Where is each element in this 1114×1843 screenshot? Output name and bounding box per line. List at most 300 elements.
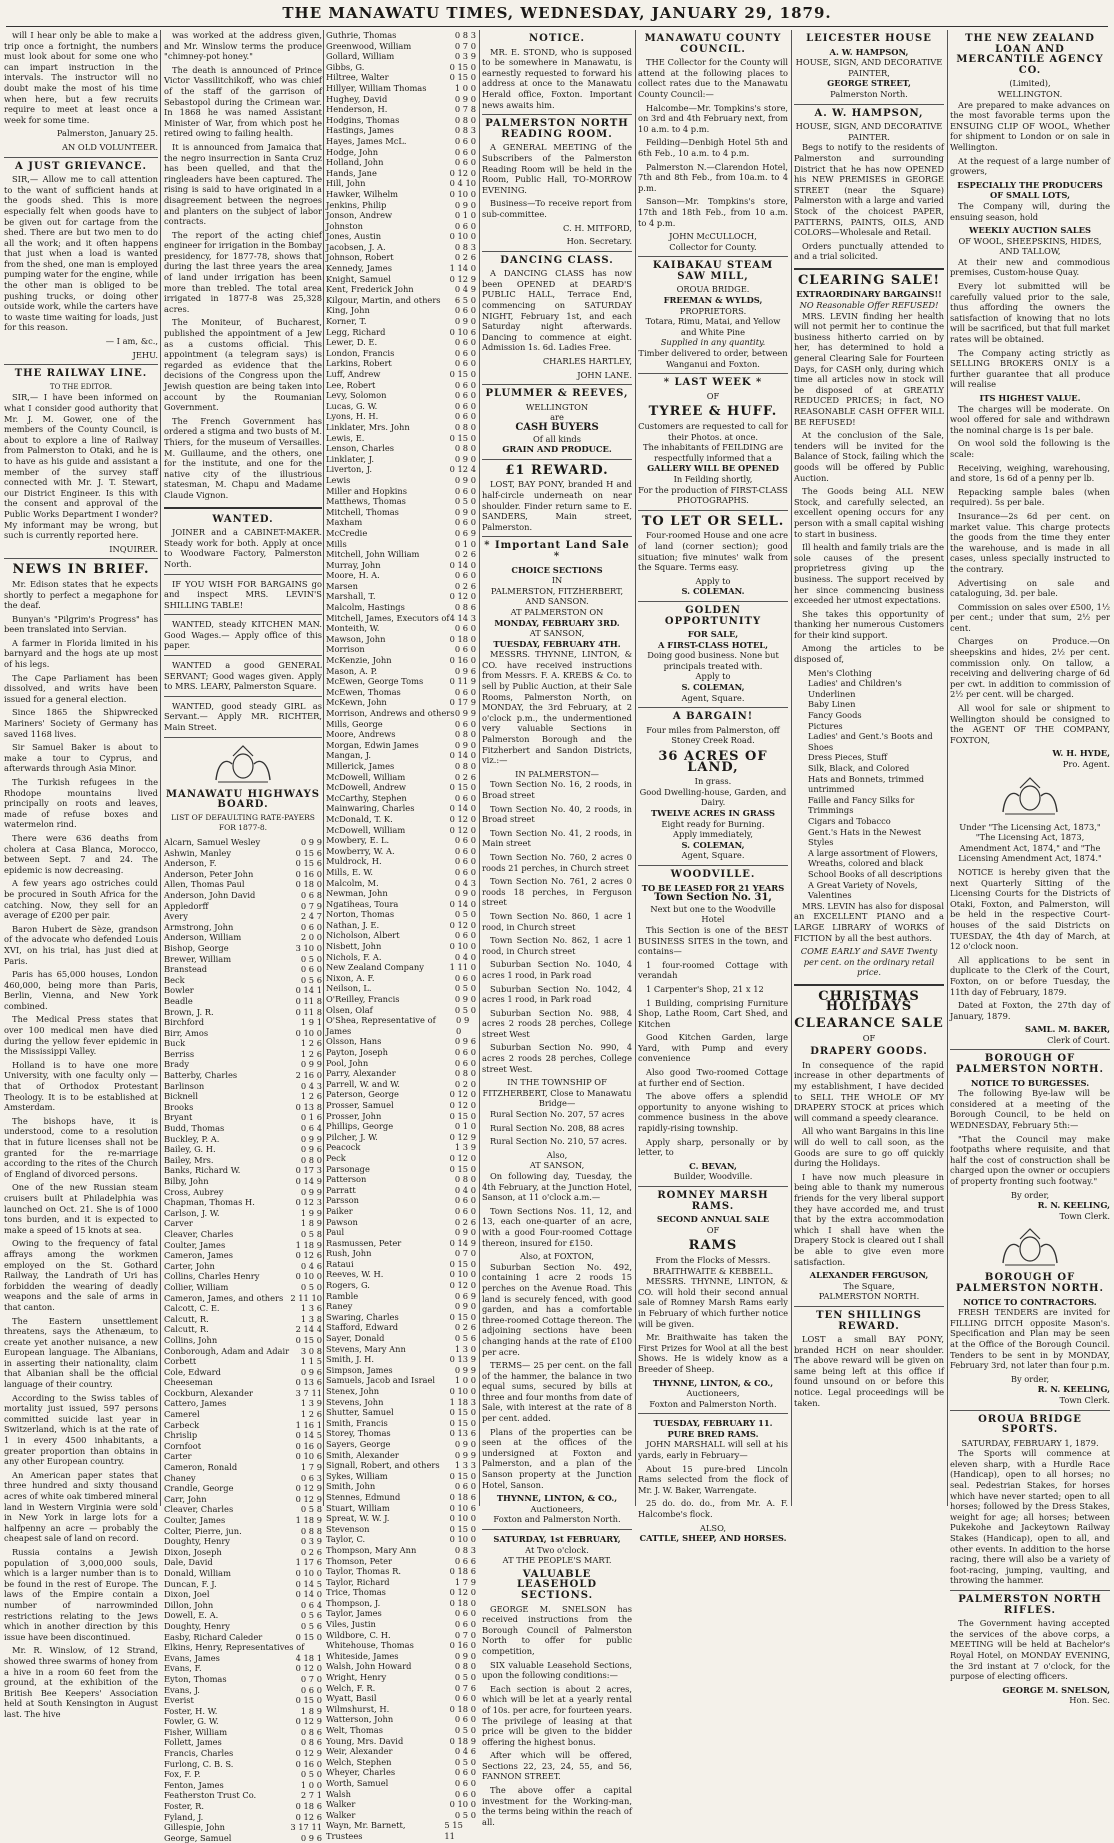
ratepayer-list bbox=[164, 837, 322, 1843]
ratepayer-row bbox=[326, 878, 476, 889]
ratepayer-row bbox=[326, 655, 476, 666]
ratepayer-amount: 0 8 0 bbox=[454, 421, 476, 432]
ratepayer-row bbox=[326, 1047, 476, 1058]
ratepayer-name: McEwen, Thomas bbox=[326, 686, 401, 697]
ratepayer-amount: 0 12 0 bbox=[449, 919, 476, 930]
ratepayer-amount: 3 10 0 bbox=[295, 942, 322, 953]
ad-line: WELLINGTON bbox=[525, 401, 589, 412]
ad-line: NO Reasonable Offer REFUSED! bbox=[799, 300, 939, 311]
ad-signature: W. H. HYDE, bbox=[1052, 748, 1110, 759]
ratepayer-amount: 0 10 0 bbox=[449, 1386, 476, 1396]
ad-line: DRAPERY GOODS. bbox=[810, 1046, 928, 1058]
ad-body: SIX valuable Leasehold Sections, upon the following conditions:— bbox=[482, 1659, 632, 1681]
news-item: According to the Swiss tables of mortality just issued, 597 persons committed suicide last year in Switzerland, which is at the rate of 1 in every 4500 inhabitants, a greater proportion than obtains in any other European country. bbox=[4, 1392, 158, 1467]
classified-ad: WANTED a good GENERAL SERVANT; Good wages given. Apply to MRS. LEARY, Palmerston Square. bbox=[164, 660, 322, 692]
ratepayer-row bbox=[164, 1250, 322, 1261]
ad-line: From the Flocks of Messrs. BRAITHWAITE & KEBBELL. bbox=[652, 1254, 774, 1276]
ratepayer-amount: 0 7 0 bbox=[454, 1248, 476, 1259]
section-item: Rural Section No. 208, 88 acres bbox=[490, 1122, 625, 1133]
ratepayer-name: McDonald, T. K. bbox=[326, 813, 393, 824]
ad-heading: TO LET OR SELL. bbox=[641, 513, 785, 529]
ratepayer-name: Millerick, James bbox=[326, 760, 395, 771]
notice-body: MR. E. STOND, who is supposed to be somewhere in Manawatu, is earnestly requested to forward his address at once to the Manawatu Herald office, Foxton. Important news awaits him. bbox=[482, 46, 632, 110]
ratepayer-amount: 0 12 9 bbox=[295, 1493, 322, 1504]
ratepayer-amount: 0 17 9 bbox=[449, 697, 476, 708]
ratepayer-row bbox=[326, 1810, 476, 1821]
ratepayer-row bbox=[164, 1674, 322, 1685]
ratepayer-name: Parrell, W. and W. bbox=[326, 1078, 400, 1089]
goods-item: Ladies' and Gent.'s Boots and Shoes bbox=[808, 731, 933, 752]
ratepayer-name: King, John bbox=[326, 305, 370, 316]
ratepayer-name: Featherston Trust Co. bbox=[164, 1790, 257, 1801]
ratepayer-name: Paiker bbox=[326, 1205, 353, 1216]
ratepayer-row bbox=[326, 867, 476, 878]
ratepayer-row bbox=[326, 433, 476, 444]
ratepayer-amount: 0 8 0 bbox=[454, 760, 476, 771]
ad-body: Insurance—2s 6d per cent. on market value. This charge protects the goods from the time they enter the warehouse, and is made in all cases, unless specially instructed to the contrary. bbox=[950, 510, 1110, 574]
ad-body: MESSRS. THYNNE, LINTON, & CO. have received instructions from Messrs. F. A. KREBS & Co. to sell by Public Auction, at their Sale Rooms, Palmerston North, on MONDAY, the 3rd February, at 2 o'clock p.m., the undermentioned very valuable Sections in Palmerston Borough and the Fitzherbert and Sandon Districts, viz.:— bbox=[482, 649, 632, 766]
ratepayer-row bbox=[326, 1217, 476, 1228]
ratepayer-name: Dixon, Joel bbox=[164, 1589, 210, 1600]
ratepayer-row bbox=[326, 1651, 476, 1662]
ratepayer-name: Jones, Austin bbox=[326, 231, 382, 242]
ratepayer-amount: 0 15 0 bbox=[449, 1417, 476, 1428]
ad-body: All applications to be sent in duplicate to the Clerk of the Court, Foxton, on or before Tuesday, the 11th day of February, 1879. bbox=[950, 954, 1110, 997]
ratepayer-name: Chrislip bbox=[164, 1430, 198, 1441]
ratepayer-name: Marshall, T. bbox=[326, 591, 376, 602]
ratepayer-row bbox=[326, 1481, 476, 1492]
section-item: Suburban Section No. 988, 4 acres 2 roods 28 perches, College street West bbox=[482, 1007, 632, 1039]
ratepayer-amount: 0 5 8 bbox=[300, 1504, 322, 1515]
ratepayer-row bbox=[164, 1685, 322, 1696]
ratepayer-name: Hiltree, Walter bbox=[326, 72, 389, 83]
ratepayer-name: Hill, John bbox=[326, 178, 366, 189]
ratepayer-row bbox=[326, 496, 476, 507]
ratepayer-amount: 0 11 9 bbox=[449, 676, 476, 687]
ratepayer-name: Wildbore, C. H. bbox=[326, 1629, 391, 1640]
goods-item: School Books of all descriptions bbox=[808, 868, 943, 879]
ratepayer-name: Whitehouse, Thomas bbox=[326, 1640, 414, 1651]
ratepayer-row bbox=[326, 369, 476, 380]
ratepayer-row bbox=[326, 1058, 476, 1069]
ad-line: Of all kinds bbox=[533, 433, 581, 444]
ratepayer-row bbox=[326, 1142, 476, 1153]
ratepayer-row bbox=[326, 464, 476, 475]
ad-body: Ill health and family trials are the sole causes of the present proprietress giving up the business. The support received by her since commencing business exceeded her utmost expectations. bbox=[794, 542, 944, 606]
ad-heading: WOODVILLE. bbox=[670, 868, 756, 880]
ratepayer-amount: 0 8 0 bbox=[454, 114, 476, 125]
ad-body: All wool for sale or shipment to Wellington should be consigned to the AGENT OF THE COMPANY, FOXTON, bbox=[950, 703, 1110, 745]
ratepayer-name: Hastings, James bbox=[326, 125, 394, 136]
ad-line: PALMERSTON, FITZHERBERT, AND SANSON. bbox=[490, 585, 624, 607]
ratepayer-amount: 0 14 0 bbox=[449, 559, 476, 570]
ratepayer-name: Jacobsen, J. A. bbox=[326, 241, 386, 252]
ratepayer-row bbox=[326, 316, 476, 327]
ratepayer-amount: 1 14 0 bbox=[449, 263, 476, 274]
ratepayer-amount: 0 13 6 bbox=[449, 1428, 476, 1439]
column-divider bbox=[635, 30, 636, 1506]
ratepayer-name: Sayers, George bbox=[326, 1438, 391, 1449]
ratepayer-name: Evans, F. bbox=[164, 1663, 202, 1674]
ad-line: Eight ready for Burning. bbox=[661, 818, 765, 829]
ratepayer-amount: 0 6 0 bbox=[454, 411, 476, 422]
ratepayer-name: McKewn, John bbox=[326, 697, 387, 708]
ratepayer-amount: 0 6 0 bbox=[454, 1777, 476, 1788]
ratepayer-row bbox=[326, 231, 476, 242]
ad-body: She takes this opportunity of thanking her numerous Customers for their kind support. bbox=[794, 608, 944, 640]
ratepayer-row bbox=[326, 1227, 476, 1238]
ratepayer-name: Alcarn, Samuel Wesley bbox=[164, 837, 261, 847]
ad-body: Under "The Licensing Act, 1873," "The Licensing Act, 1873, Amendment Act, 1874," and "The Licensing Amendment Act, 1874." bbox=[958, 821, 1102, 864]
ratepayer-name: Rataui bbox=[326, 1258, 354, 1269]
ratepayer-amount: 5 15 11 bbox=[444, 1820, 463, 1841]
ratepayer-amount: 0 8 0 bbox=[300, 1154, 322, 1165]
ratepayer-amount: 0 12 6 bbox=[295, 1811, 322, 1822]
ratepayer-row bbox=[326, 1259, 476, 1270]
ratepayer-row bbox=[326, 909, 476, 920]
ad-line: Customers are requested to call for their Photos. at once. bbox=[638, 421, 788, 442]
ratepayer-amount: 0 5 0 bbox=[454, 1809, 476, 1820]
ratepayer-amount: 2 4 7 bbox=[300, 911, 322, 922]
ratepayer-name: Olsen, Olaf bbox=[326, 1004, 373, 1015]
ratepayer-name: Batterby, Charles bbox=[164, 1070, 238, 1081]
ad-heading: OROUA BRIDGE SPORTS. bbox=[978, 1413, 1082, 1436]
ratepayer-row bbox=[326, 104, 476, 115]
ad-line: CASH BUYERS bbox=[515, 422, 599, 433]
ad-body: On wool sold the following is the scale: bbox=[950, 438, 1110, 459]
ratepayer-row bbox=[326, 221, 476, 232]
section-item: Town Section No. 41, 2 roods, in Main street bbox=[482, 827, 632, 849]
ad-body: Dated at Foxton, the 27th day of January, 1879. bbox=[950, 1000, 1110, 1021]
goods-item: Ladies' and Children's Underlinen bbox=[808, 678, 902, 699]
ad-body: MRS. LEVIN finding her health will not permit her to continue the business hitherto carried on by her, has determined to hold a general Clearing Sale for Fourteen Days, for CASH only, during which time all articles now in stock will be disposed of at GREATLY REDUCED PRICES; in fact, NO REASONABLE CASH OFFER WILL BE REFUSED! bbox=[794, 310, 944, 427]
ratepayer-amount: 1 2 6 bbox=[300, 1091, 322, 1102]
ratepayer-row bbox=[164, 1473, 322, 1484]
ratepayer-name: Kilgour, Martin, and others bbox=[326, 294, 441, 305]
ad-heading: TUESDAY, FEBRUARY 11. bbox=[653, 1418, 773, 1429]
ad-line: TWELVE ACRES IN GRASS bbox=[650, 808, 776, 818]
ad-heading: A. W. HAMPSON, bbox=[814, 107, 924, 119]
divider bbox=[638, 256, 788, 257]
ratepayer-row bbox=[164, 879, 322, 890]
ratepayer-name: Bailey, G. H. bbox=[164, 1144, 216, 1155]
ratepayer-name: Thompson, Mary Ann bbox=[326, 1544, 417, 1555]
ratepayer-amount: 0 10 0 bbox=[295, 1567, 322, 1578]
ratepayer-amount: 0 6 0 bbox=[454, 485, 476, 496]
ratepayer-name: Beadle bbox=[164, 995, 193, 1006]
ratepayer-name: Wilmshurst, H. bbox=[326, 1703, 390, 1714]
ratepayer-amount: 0 4 6 bbox=[454, 1746, 476, 1757]
ad-body: On following day, Tuesday, the 4th February, at the Junction Hotel, Sanson, at 11 o'clock a.m.— bbox=[482, 1171, 632, 1203]
ratepayer-amount: 0 5 0 bbox=[454, 1672, 476, 1683]
ratepayer-row bbox=[164, 1367, 322, 1378]
ratepayer-amount: 0 5 0 bbox=[454, 909, 476, 920]
divider bbox=[482, 384, 632, 385]
ad-signature: JOHN LANE. bbox=[577, 369, 632, 380]
ratepayer-row bbox=[326, 1174, 476, 1185]
ratepayer-name: Birr, Amos bbox=[164, 1027, 209, 1038]
notice-heading: NOTICE. bbox=[528, 33, 586, 44]
ratepayer-amount: 0 15 0 bbox=[449, 1110, 476, 1121]
ratepayer-row bbox=[326, 178, 476, 189]
ratepayer-row bbox=[164, 1324, 322, 1335]
ratepayer-row bbox=[326, 1068, 476, 1079]
ratepayer-amount: 0 1 0 bbox=[454, 210, 476, 221]
ratepayer-name: Peck bbox=[326, 1152, 346, 1163]
ratepayer-name: Lewer, D. E. bbox=[326, 337, 378, 348]
divider bbox=[950, 1049, 1110, 1050]
ratepayer-name: Anderson, William bbox=[164, 932, 242, 943]
ratepayer-row bbox=[164, 1409, 322, 1420]
ratepayer-name: Linklater, J. bbox=[326, 453, 375, 464]
news-item: Mr. Edison states that he expects shortly to perfect a megaphone for the deaf. bbox=[4, 578, 158, 611]
ad-line: Also, bbox=[546, 1149, 568, 1160]
ratepayer-amount: 0 8 6 bbox=[300, 1726, 322, 1737]
ratepayer-amount: 2 14 4 bbox=[295, 1324, 322, 1335]
ratepayer-amount: 1 8 9 bbox=[300, 1218, 322, 1229]
ratepayer-name: Lewis, E. bbox=[326, 432, 365, 443]
ratepayer-row bbox=[164, 1727, 322, 1738]
ratepayer-name: Bilby, John bbox=[164, 1176, 209, 1186]
ratepayer-name: Buck bbox=[164, 1038, 186, 1049]
ratepayer-name: Cameron, James bbox=[164, 1250, 233, 1261]
ratepayer-name: Barlinson bbox=[164, 1080, 205, 1091]
news-item: was worked at the address given, and Mr. Winslow terms the produce "chimney-pot honey." bbox=[164, 30, 322, 62]
ratepayer-row bbox=[164, 1706, 322, 1717]
ratepayer-name: Hands, Jane bbox=[326, 167, 377, 178]
ad-line: NOTICE TO BURGESSES. bbox=[970, 1077, 1090, 1088]
column-2 bbox=[164, 30, 322, 1843]
ratepayer-name: Eyton, Thomas bbox=[164, 1673, 227, 1684]
ratepayer-name: Taylor, Richard bbox=[326, 1576, 390, 1587]
ratepayer-row bbox=[326, 1153, 476, 1164]
ratepayer-row bbox=[326, 1301, 476, 1312]
ratepayer-amount: 0 6 0 bbox=[454, 347, 476, 358]
ratepayer-row bbox=[164, 975, 322, 986]
ad-heading: LEICESTER HOUSE bbox=[806, 33, 932, 44]
ratepayer-name: Brady bbox=[164, 1059, 190, 1070]
ad-signature: S. COLEMAN, bbox=[681, 682, 745, 693]
ratepayer-name: Lyons, H. H. bbox=[326, 411, 379, 422]
ratepayer-name: Samuels, Jacob and Israel bbox=[326, 1375, 436, 1386]
ratepayer-row bbox=[326, 1619, 476, 1630]
news-item: The Medical Press states that over 100 medical men have died during the yellow fever epidemic in the Mississippi Valley. bbox=[4, 1014, 158, 1057]
ratepayer-name: McCredie bbox=[326, 527, 368, 538]
ad-signature: Foxton and Palmerston North. bbox=[649, 1398, 777, 1409]
divider bbox=[164, 507, 322, 509]
ratepayer-amount: 0 9 6 bbox=[300, 1832, 322, 1843]
ratepayer-row bbox=[164, 1091, 322, 1102]
ad-heading: PALMERSTON NORTH READING ROOM. bbox=[485, 118, 629, 140]
news-item: The Cape Parliament has been dissolved, and writs have been issued for a general election. bbox=[4, 672, 158, 704]
ratepayer-name: Duncan, F. J. bbox=[164, 1578, 217, 1589]
ratepayer-amount: 0 14 0 bbox=[449, 898, 476, 909]
ratepayer-name: Storey, Thomas bbox=[326, 1428, 391, 1439]
ratepayer-name: Armstrong, John bbox=[164, 921, 234, 932]
news-item: Baron Hubert de Sèze, grandson of the advocate who defended Louis XVI, on his trial, has just died at Paris. bbox=[4, 923, 158, 966]
ad-body: I have now much pleasure in being able to thank my numerous friends for the very liberal support they have accorded me, and trust that by the extra accommodation which I shall have when the Drapery Stock is cleared out I shall be able to give even more satisfaction. bbox=[794, 1171, 944, 1267]
ad-body: All who want Bargains in this line will do well to call soon, as the Goods are sure to go off quickly during the Holidays. bbox=[794, 1126, 944, 1169]
ratepayer-row bbox=[164, 943, 322, 954]
ratepayer-row bbox=[326, 1757, 476, 1768]
ratepayer-name: Mitchell, Thomas bbox=[326, 506, 399, 517]
ratepayer-amount: 0 9 0 bbox=[454, 739, 476, 750]
ratepayer-amount: 0 6 4 bbox=[300, 1123, 322, 1134]
ratepayer-row bbox=[164, 1293, 322, 1304]
ad-body: MRS. LEVIN has also for disposal an EXCELLENT PIANO and a LARGE LIBRARY of WORKS of FICTION by all the best authors. bbox=[794, 900, 944, 943]
ratepayer-row bbox=[164, 1822, 322, 1833]
ratepayer-name: Spreat, W. W. J. bbox=[326, 1513, 390, 1524]
ratepayer-name: Liverton, J. bbox=[326, 464, 372, 475]
ad-body: MESSRS. THYNNE, LINTON, & CO. will hold their second annual sale of Romney Marsh Rams early in February of which further notice will be given. bbox=[638, 1276, 788, 1329]
ratepayer-name: Greenwood, William bbox=[326, 40, 412, 51]
ratepayer-name: Miller and Hopkins bbox=[326, 485, 408, 496]
ratepayer-row bbox=[164, 932, 322, 943]
ratepayer-amount: 1 7 9 bbox=[300, 1462, 322, 1473]
ratepayer-row bbox=[164, 901, 322, 912]
ratepayer-amount: 1 16 1 bbox=[295, 1419, 322, 1430]
ratepayer-name: Allen, Thomas Paul bbox=[164, 879, 245, 890]
ratepayer-amount: 0 4 3 bbox=[454, 877, 476, 888]
ratepayer-amount: 0 5 0 bbox=[300, 1769, 322, 1780]
ad-body: At the conclusion of the Sale, tenders will be invited for the Balance of Stock, failing which the goods will be offered by Public Auction. bbox=[794, 430, 944, 483]
ad-line: IN PALMERSTON— bbox=[515, 768, 599, 779]
ratepayer-amount: 1 2 6 bbox=[300, 1048, 322, 1059]
ratepayer-row bbox=[164, 1335, 322, 1346]
ratepayer-amount: 2 16 0 bbox=[295, 1070, 322, 1081]
ratepayer-name: Foster, H. W. bbox=[164, 1705, 218, 1716]
ratepayer-row bbox=[326, 1312, 476, 1323]
ad-signature: The Square, bbox=[843, 1280, 895, 1291]
ratepayer-row bbox=[326, 41, 476, 52]
ratepayer-row bbox=[164, 1716, 322, 1727]
ad-line: 36 ACRES OF LAND, bbox=[658, 749, 768, 775]
ratepayer-amount: 3 0 8 bbox=[300, 1345, 322, 1356]
ratepayer-name: Newman, John bbox=[326, 888, 388, 899]
ratepayer-row bbox=[164, 1451, 322, 1462]
ratepayer-amount: 0 12 9 bbox=[449, 273, 476, 284]
ratepayer-amount: 0 9 0 bbox=[454, 888, 476, 899]
ratepayer-amount: 0 15 6 bbox=[295, 858, 322, 869]
ratepayer-amount: 0 18 6 bbox=[449, 1566, 476, 1577]
ratepayer-row bbox=[326, 252, 476, 263]
ratepayer-amount: 0 10 0 bbox=[449, 1513, 476, 1524]
ratepayer-amount: 0 7 0 bbox=[454, 1629, 476, 1640]
ratepayer-amount: 0 6 0 bbox=[454, 1608, 476, 1619]
ratepayer-amount: 0 15 0 bbox=[449, 72, 476, 83]
ratepayer-row bbox=[326, 528, 476, 539]
ratepayer-name: Carver bbox=[164, 1218, 193, 1229]
ad-heading: CLEARING SALE! bbox=[797, 272, 941, 288]
ad-body: The following Bye-law will be considered at a meeting of the Borough Council, to be held on WEDNESDAY, February 5th:— bbox=[950, 1088, 1110, 1131]
ratepayer-row bbox=[164, 1621, 322, 1632]
ratepayer-name: Korner, T. bbox=[326, 316, 367, 327]
ratepayer-row bbox=[326, 825, 476, 836]
ratepayer-row bbox=[326, 1725, 476, 1736]
ratepayer-amount: 2 11 10 bbox=[290, 1292, 322, 1303]
ratepayer-name: Welch, F. R. bbox=[326, 1682, 376, 1693]
ratepayer-name: Bicknell bbox=[164, 1091, 198, 1102]
section-item: Town Section No. 16, 2 roods, in Broad street bbox=[482, 779, 632, 800]
ad-line: ITS HIGHEST VALUE. bbox=[979, 393, 1081, 403]
ratepayer-amount: 0 9 0 bbox=[454, 1650, 476, 1661]
ratepayer-name: Guthrie, Thomas bbox=[326, 30, 397, 40]
divider bbox=[638, 510, 788, 511]
ratepayer-name: Taylor, Thomas R. bbox=[326, 1566, 401, 1577]
ratepayer-amount: 0 12 0 bbox=[449, 167, 476, 178]
ratepayer-name: Rush, John bbox=[326, 1248, 372, 1259]
ratepayer-amount: 0 6 0 bbox=[454, 570, 476, 581]
ratepayer-name: Worth, Samuel bbox=[326, 1777, 389, 1788]
ratepayer-amount: 0 12 6 bbox=[295, 1250, 322, 1261]
ratepayer-name: McDowell, William bbox=[326, 824, 406, 835]
ratepayer-amount: 0 12 0 bbox=[449, 1099, 476, 1110]
ratepayer-row bbox=[326, 666, 476, 677]
letter-heading: THE RAILWAY LINE. bbox=[14, 368, 148, 380]
ratepayer-row bbox=[326, 200, 476, 211]
ad-signature: ALEXANDER FERGUSON, bbox=[809, 1270, 929, 1281]
ad-line: HOUSE, SIGN, AND DECORATIVE PAINTER. bbox=[795, 121, 943, 142]
ratepayer-amount: 0 14 9 bbox=[449, 1237, 476, 1248]
ratepayer-row bbox=[326, 242, 476, 253]
letter-signature: JEHU. bbox=[132, 349, 158, 360]
classified-ad: IF YOU WISH FOR BARGAINS go and inspect MRS. LEVIN'S SHILLING TABLE! bbox=[164, 578, 322, 610]
ad-line: Doing good business. None but principals treated with. bbox=[647, 650, 779, 671]
letter-signoff: Palmerston, January 25. bbox=[56, 128, 158, 139]
ratepayer-name: Nisbett, John bbox=[326, 941, 382, 952]
ad-line: A. W. HAMPSON, bbox=[829, 46, 909, 57]
ad-heading: ROMNEY MARSH RAMS. bbox=[657, 1190, 769, 1212]
ratepayer-name: Ngatiheas, Toura bbox=[326, 898, 399, 909]
ad-body: This Section is one of the BEST BUSINESS SITES in the town, and contains— bbox=[638, 924, 788, 957]
ratepayer-name: Beck bbox=[164, 974, 185, 985]
ratepayer-row bbox=[164, 1547, 322, 1558]
ratepayer-row bbox=[326, 1736, 476, 1747]
ratepayer-amount: 1 0 0 bbox=[454, 1375, 476, 1386]
news-item: A farmer in Florida limited in his barnyard and the hogs ate up most of his legs. bbox=[4, 637, 158, 670]
ratepayer-amount: 0 6 0 bbox=[300, 964, 322, 975]
ad-body: Apply sharp, personally or by letter, to bbox=[638, 1136, 788, 1158]
ad-heading: CHRISTMAS HOLIDAYS bbox=[818, 988, 920, 1015]
ad-line: WELLINGTON. bbox=[997, 88, 1063, 99]
ratepayer-name: Evans, James bbox=[164, 1652, 220, 1663]
ratepayer-amount: 0 8 3 bbox=[454, 125, 476, 136]
ratepayer-row bbox=[164, 1007, 322, 1018]
ratepayer-name: Collins, John bbox=[164, 1334, 218, 1345]
ad-body: About 15 pure-bred Lincoln Rams selected from the flock of Mr. J. W. Baker, Warrengate. bbox=[638, 1463, 788, 1495]
ratepayer-name: McDowell, William bbox=[326, 771, 406, 782]
ratepayer-amount: 0 9 6 bbox=[454, 665, 476, 676]
ratepayer-row bbox=[326, 517, 476, 528]
ratepayer-row bbox=[164, 1282, 322, 1293]
classified-ad: WANTED, good steady GIRL as Servant.— Apply MR. RICHTER, Main Street. bbox=[164, 700, 322, 733]
ratepayer-amount: 0 6 6 bbox=[454, 1555, 476, 1566]
ad-signature: C. H. MITFORD, bbox=[563, 222, 632, 233]
ratepayer-name: Johnson, Robert bbox=[326, 252, 394, 263]
ratepayer-name: Viles, Justin bbox=[326, 1619, 376, 1630]
ad-body: At their new and commodious premises, Custom-house Quay. bbox=[950, 256, 1110, 278]
letter-body: SIR,— I have been informed on what I consider good authority that Mr. J. M. Gower, one of the members of the County Council, is about to explore a line of Railway from Palmerston to Otaki, and he is to have as his guide and assistant a member of the survey staff connected with Mr. J. T. Stewart, our District Engineer. Is this with the consent and approval of the Public Works Department I wonder? My informant may be wrong, but such is currently reported here. bbox=[4, 392, 158, 541]
ratepayer-amount: 0 9 9 bbox=[300, 1133, 322, 1144]
ratepayer-row bbox=[326, 1121, 476, 1132]
ratepayer-row bbox=[326, 295, 476, 306]
ratepayer-name: O'Reilley, Francis bbox=[326, 994, 400, 1005]
ratepayer-name: Legg, Richard bbox=[326, 326, 386, 337]
ratepayer-row bbox=[326, 761, 476, 772]
ratepayer-name: Taylor, C. bbox=[326, 1534, 366, 1545]
ratepayer-amount: 0 6 0 bbox=[454, 157, 476, 168]
ratepayer-name: Pilcher, J. W. bbox=[326, 1131, 378, 1142]
